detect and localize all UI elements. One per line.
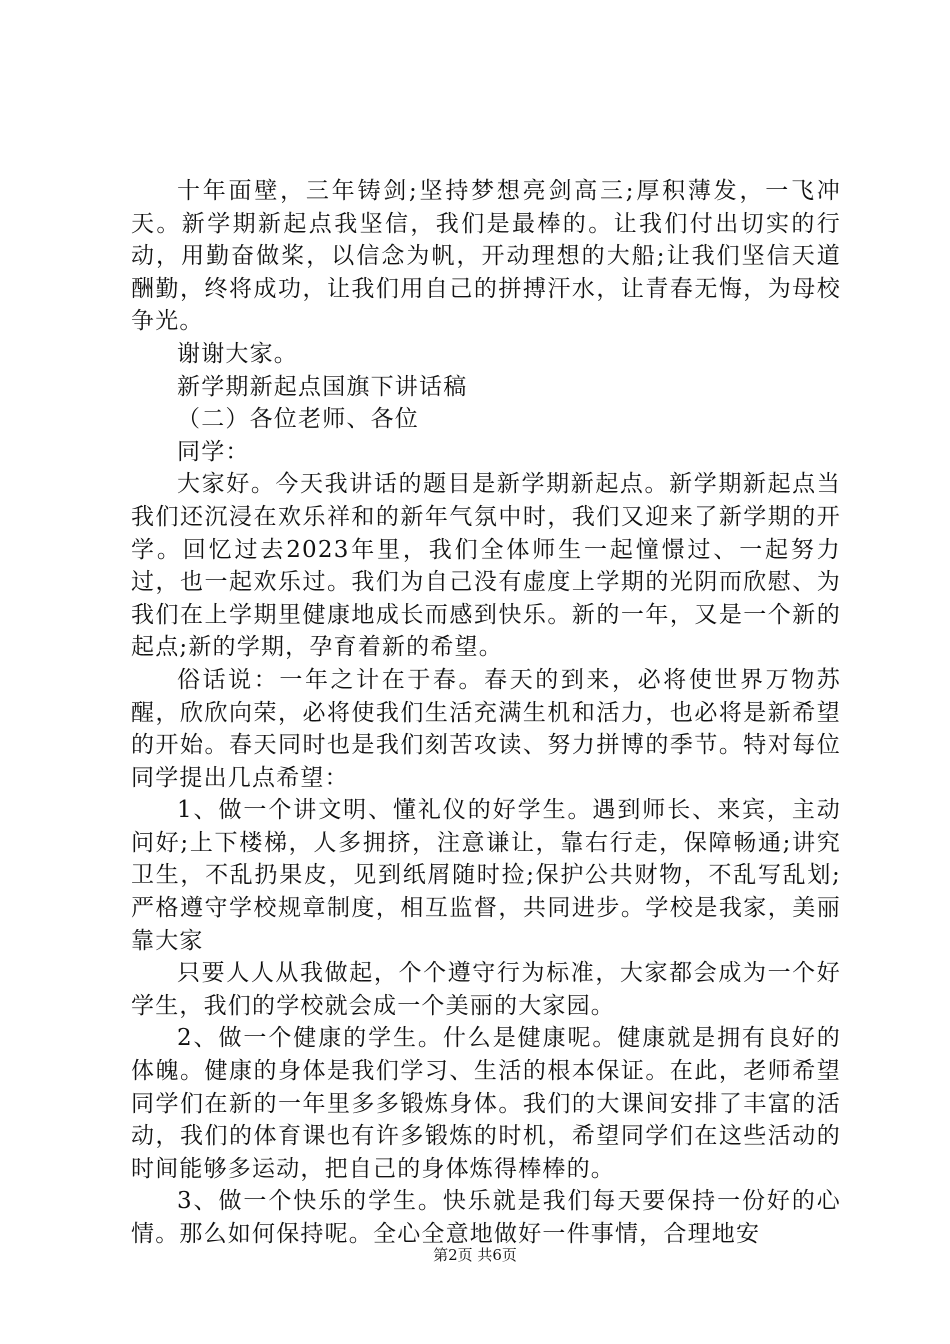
paragraph-point-2: 2、做一个健康的学生。什么是健康呢。健康就是拥有良好的体魄。健康的身体是我们学习、生活的根本保证。在此，老师希望同学们在新的一年里多多锻炼身体。我们的大课间安排了丰富的活动，我们的体育课也有许多锻炼的时机，希望同学们在这些活动的时间能够多运动，把自己的身体炼得棒棒的。 bbox=[131, 1025, 841, 1182]
paragraph-point-1: 1、做一个讲文明、懂礼仪的好学生。遇到师长、来宾，主动问好;上下楼梯，人多拥挤，注意谦让，靠右行走，保障畅通;讲究卫生，不乱扔果皮，见到纸屑随时捡;保护公共财物，不乱写乱划;严格遵守学校规章制度，相互监督，共同进步。学校是我家，美丽靠大家 bbox=[131, 797, 841, 954]
page-footer: 第2页 共6页 bbox=[433, 1246, 517, 1264]
paragraph-thanks: 谢谢大家。 bbox=[177, 340, 298, 367]
document-body bbox=[131, 175, 841, 1251]
section-heading: （二）各位老师、各位 bbox=[177, 406, 419, 433]
speech-title: 新学期新起点国旗下讲话稿 bbox=[177, 373, 468, 400]
salutation: 同学： bbox=[177, 438, 250, 465]
paragraph-point-1-cont: 只要人人从我做起，个个遵守行为标准，大家都会成为一个好学生，我们的学校就会成一个美丽的大家园。 bbox=[131, 960, 841, 1019]
paragraph-greeting: 大家好。今天我讲话的题目是新学期新起点。新学期新起点当我们还沉浸在欢乐祥和的新年气氛中时，我们又迎来了新学期的开学。回忆过去2023年里，我们全体师生一起憧憬过、一起努力过，也一起欢乐过。我们为自己没有虚度上学期的光阴而欣慰、为我们在上学期里健康地成长而感到快乐。新的一年，又是一个新的起点;新的学期，孕育着新的希望。 bbox=[131, 471, 841, 661]
paragraph-saying: 俗话说：一年之计在于春。春天的到来，必将使世界万物苏醒，欣欣向荣，必将使我们生活充满生机和活力，也必将是新希望的开始。春天同时也是我们刻苦攻读、努力拼博的季节。特对每位同学提出几点希望： bbox=[131, 666, 841, 791]
paragraph-point-3: 3、做一个快乐的学生。快乐就是我们每天要保持一份好的心情。那么如何保持呢。全心全意地做好一件事情，合理地安 bbox=[131, 1188, 841, 1247]
paragraph-1: 十年面壁，三年铸剑;坚持梦想亮剑高三;厚积薄发，一飞冲天。新学期新起点我坚信，我们是最棒的。让我们付出切实的行动，用勤奋做桨，以信念为帆，开动理想的大船;让我们坚信天道酬勤，终将成功，让我们用自己的拼搏汗水，让青春无悔，为母校争光。 bbox=[131, 178, 841, 335]
